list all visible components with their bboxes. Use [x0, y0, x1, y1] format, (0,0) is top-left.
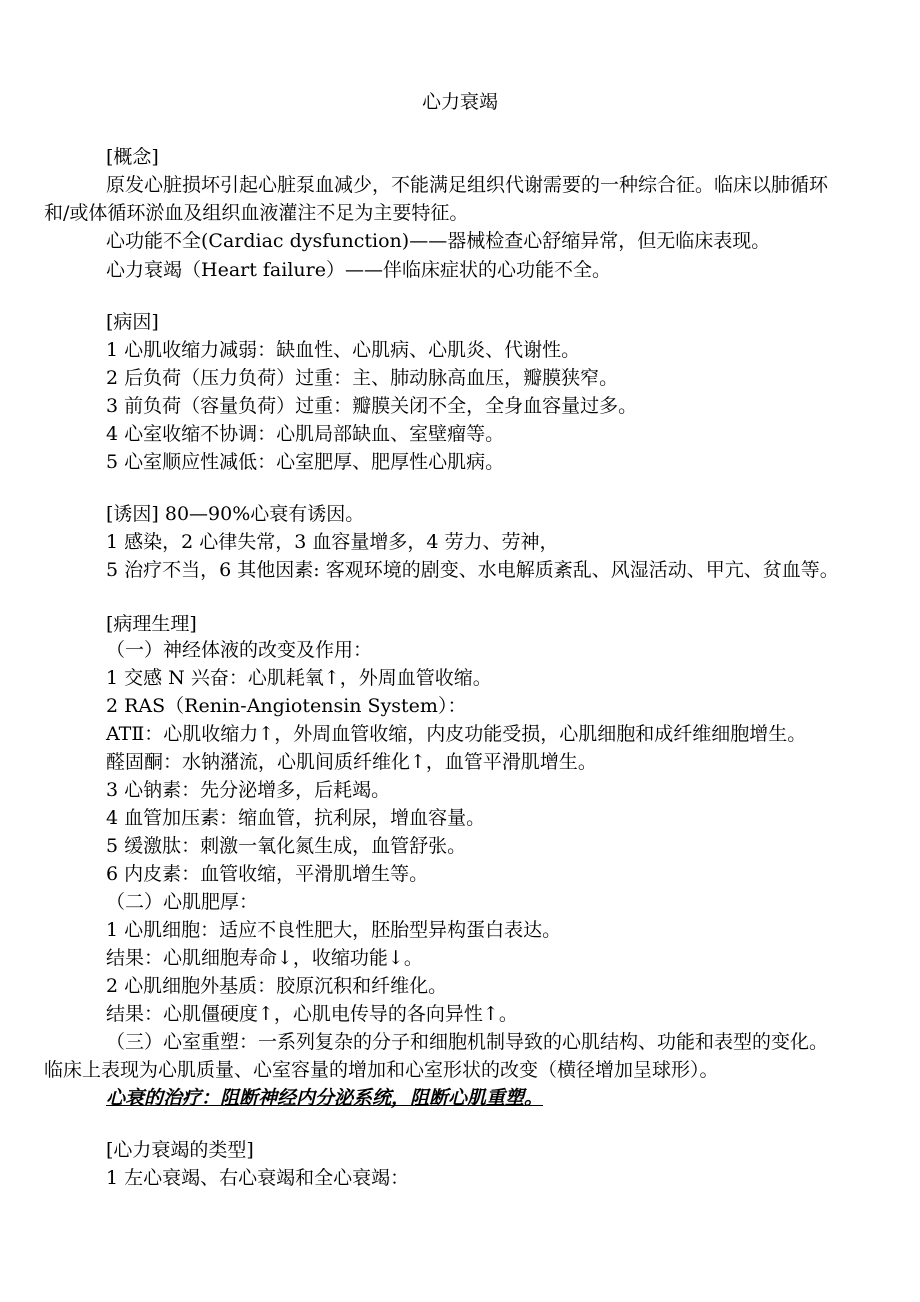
list-item: 2 RAS（Renin-Angiotensin System）：: [106, 695, 467, 717]
treatment-note: 心衰的治疗：阻断神经内分泌系统，阻断心肌重塑。: [106, 1087, 544, 1109]
section-heading-types: [心力衰竭的类型]: [106, 1139, 254, 1161]
section-heading-concept: [概念]: [106, 146, 159, 168]
list-item: 1 感染，2 心律失常，3 血容量增多，4 劳力、劳神，: [106, 531, 559, 553]
list-item: 1 交感 N 兴奋：心肌耗氧↑，外周血管收缩。: [106, 667, 492, 689]
list-item: 3 心钠素：先分泌增多，后耗竭。: [106, 779, 391, 801]
paragraph-line: 临床上表现为心肌质量、心室容量的增加和心室形状的改变（横径增加呈球形）。: [44, 1059, 719, 1081]
section-heading-triggers: [诱因] 80—90%心衰有诱因。: [106, 503, 365, 525]
list-item: 2 后负荷（压力负荷）过重：主、肺动脉高血压，瓣膜狭窄。: [106, 367, 619, 389]
list-item: （一）神经体液的改变及作用：: [106, 639, 373, 661]
list-item: （三）心室重塑：一系列复杂的分子和细胞机制导致的心肌结构、功能和表型的变化。: [106, 1031, 829, 1053]
section-heading-etiology: [病因]: [106, 311, 159, 333]
list-item: 醛固酮：水钠潴流，心肌间质纤维化↑，血管平滑肌增生。: [106, 751, 597, 773]
list-item: 1 心肌细胞：适应不良性肥大，胚胎型异构蛋白表达。: [106, 919, 562, 941]
list-item: 5 治疗不当，6 其他因素: 客观环境的剧变、水电解质紊乱、风湿活动、甲亢、贫血等。: [106, 559, 839, 581]
list-item: 5 缓激肽：刺激一氧化氮生成，血管舒张。: [106, 835, 467, 857]
list-item: 6 内皮素：血管收缩，平滑肌增生等。: [106, 863, 429, 885]
list-item: 1 心肌收缩力减弱：缺血性、心肌病、心肌炎、代谢性。: [106, 339, 581, 361]
list-item: ATⅡ：心肌收缩力↑，外周血管收缩，内皮功能受损，心肌细胞和成纤维细胞增生。: [106, 723, 807, 745]
list-item: 4 心室收缩不协调：心肌局部缺血、室壁瘤等。: [106, 423, 505, 445]
list-item: 3 前负荷（容量负荷）过重：瓣膜关闭不全，全身血容量过多。: [106, 395, 638, 417]
paragraph-line: 和/或体循环淤血及组织血液灌注不足为主要特征。: [44, 202, 469, 224]
document-title: 心力衰竭: [421, 91, 498, 113]
paragraph-line: 心力衰竭（Heart failure）——伴临床症状的心功能不全。: [106, 259, 611, 281]
list-item: 4 血管加压素：缩血管，抗利尿，增血容量。: [106, 807, 486, 829]
list-item: 5 心室顺应性减低：心室肥厚、肥厚性心肌病。: [106, 451, 505, 473]
list-item: 结果：心肌细胞寿命↓，收缩功能↓。: [106, 947, 423, 969]
paragraph-line: 心功能不全(Cardiac dysfunction)——器械检查心舒缩异常，但无临床表现。: [106, 230, 771, 252]
paragraph-line: 原发心脏损坏引起心脏泵血减少，不能满足组织代谢需要的一种综合征。临床以肺循环: [106, 174, 829, 196]
list-item: 2 心肌细胞外基质：胶原沉积和纤维化。: [106, 975, 448, 997]
list-item: 结果：心肌僵硬度↑，心肌电传导的各向异性↑。: [106, 1003, 518, 1025]
list-item: 1 左心衰竭、右心衰竭和全心衰竭：: [106, 1167, 410, 1189]
list-item: （二）心肌肥厚：: [106, 891, 259, 913]
section-heading-pathophysiology: [病理生理]: [106, 613, 197, 635]
